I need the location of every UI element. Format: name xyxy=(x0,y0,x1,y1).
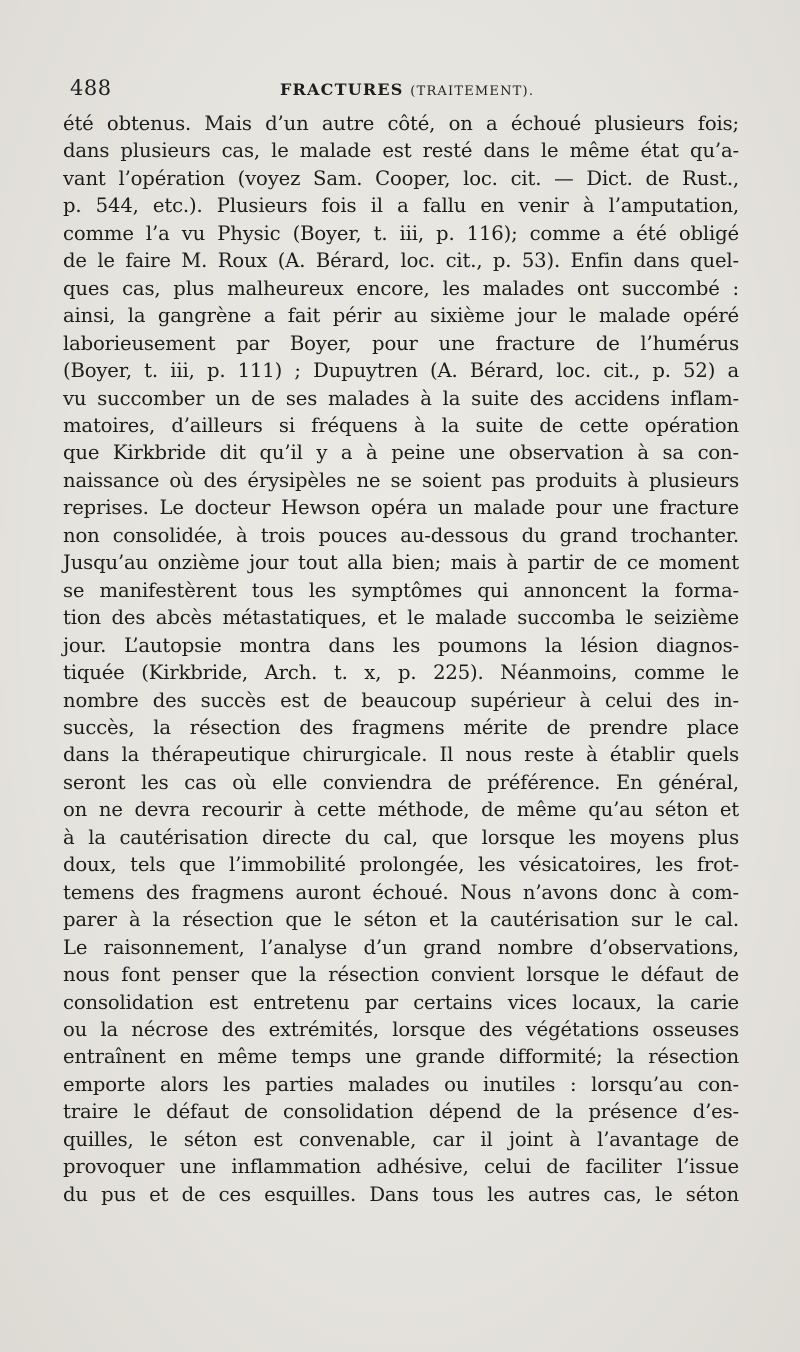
text-line: jour. L’autopsie montra dans les poumons la lésion diagnos- xyxy=(63,633,739,657)
text-line: quilles, le séton est convenable, car il joint à l’avantage de xyxy=(63,1127,739,1151)
text-line: temens des fragmens auront échoué. Nous n’avons donc à com- xyxy=(63,880,739,904)
text-line: ques cas, plus malheureux encore, les malades ont succombé : xyxy=(63,276,739,300)
text-line: on ne devra recourir à cette méthode, de même qu’au séton et xyxy=(63,798,739,822)
text-line: Jusqu’au onzième jour tout alla bien; mais à partir de ce moment xyxy=(63,551,739,575)
text-line: été obtenus. Mais d’un autre côté, on a échoué plusieurs fois; xyxy=(63,112,739,135)
text-line: ainsi, la gangrène a fait périr au sixième jour le malade opéré xyxy=(63,304,739,328)
page-header xyxy=(68,74,748,106)
text-line: laborieusement par Boyer, pour une fracture de l’humérus xyxy=(63,331,739,355)
text-line: vant l’opération (voyez Sam. Cooper, loc. cit. — Dict. de Rust., xyxy=(63,166,739,190)
running-title xyxy=(280,80,534,99)
running-title-subtitle: (TRAITEMENT). xyxy=(410,84,535,99)
text-line: tion des abcès métastatiques, et le malade succomba le seizième xyxy=(63,606,739,630)
text-line: parer à la résection que le séton et la cautérisation sur le cal. xyxy=(63,908,739,932)
text-line: (Boyer, t. iii, p. 111) ; Dupuytren (A. Bérard, loc. cit., p. 52) a xyxy=(63,359,739,383)
text-line: doux, tels que l’immobilité prolongée, les vésicatoires, les frot- xyxy=(63,853,739,877)
text-line: du pus et de ces esquilles. Dans tous les autres cas, le séton xyxy=(63,1182,739,1206)
text-line: nous font penser que la résection convient lorsque le défaut de xyxy=(63,963,739,987)
body-text xyxy=(63,110,739,1208)
page-number: 488 xyxy=(70,76,112,100)
text-line: seront les cas où elle conviendra de préférence. En général, xyxy=(63,770,739,794)
text-line: comme l’a vu Physic (Boyer, t. iii, p. 116); comme a été obligé xyxy=(63,221,739,245)
text-line: vu succomber un de ses malades à la suite des accidens inflam- xyxy=(63,386,739,410)
text-line: ou la nécrose des extrémités, lorsque des végétations osseuses xyxy=(63,1017,739,1041)
text-line: dans plusieurs cas, le malade est resté dans le même état qu’a- xyxy=(63,139,739,163)
text-line: dans la thérapeutique chirurgicale. Il nous reste à établir quels xyxy=(63,743,739,767)
text-line: p. 544, etc.). Plusieurs fois il a fallu en venir à l’amputation, xyxy=(63,194,739,218)
text-line: Le raisonnement, l’analyse d’un grand nombre d’observations, xyxy=(63,935,739,959)
text-line: naissance où des érysipèles ne se soient pas produits à plusieurs xyxy=(63,468,739,492)
text-line: de le faire M. Roux (A. Bérard, loc. cit., p. 53). Enfin dans quel- xyxy=(63,249,739,273)
text-line: succès, la résection des fragmens mérite de prendre place xyxy=(63,715,739,739)
running-title-main: FRACTURES xyxy=(280,80,404,99)
text-line: traire le défaut de consolidation dépend de la présence d’es- xyxy=(63,1100,739,1124)
text-line: à la cautérisation directe du cal, que lorsque les moyens plus xyxy=(63,825,739,849)
text-line: tiquée (Kirkbride, Arch. t. x, p. 225). Néanmoins, comme le xyxy=(63,661,739,685)
text-line: provoquer une inflammation adhésive, celui de faciliter l’issue xyxy=(63,1155,739,1179)
text-line: que Kirkbride dit qu’il y a à peine une observation à sa con- xyxy=(63,441,739,465)
text-line: nombre des succès est de beaucoup supérieur à celui des in- xyxy=(63,688,739,712)
text-line: matoires, d’ailleurs si fréquens à la suite de cette opération xyxy=(63,413,739,437)
text-line: se manifestèrent tous les symptômes qui annoncent la forma- xyxy=(63,578,739,602)
text-line: reprises. Le docteur Hewson opéra un malade pour une fracture xyxy=(63,496,739,520)
text-line: non consolidée, à trois pouces au-dessous du grand trochanter. xyxy=(63,523,739,547)
text-line: consolidation est entretenu par certains vices locaux, la carie xyxy=(63,990,739,1014)
text-line: emporte alors les parties malades ou inutiles : lorsqu’au con- xyxy=(63,1072,739,1096)
text-line: entraînent en même temps une grande difformité; la résection xyxy=(63,1045,739,1069)
